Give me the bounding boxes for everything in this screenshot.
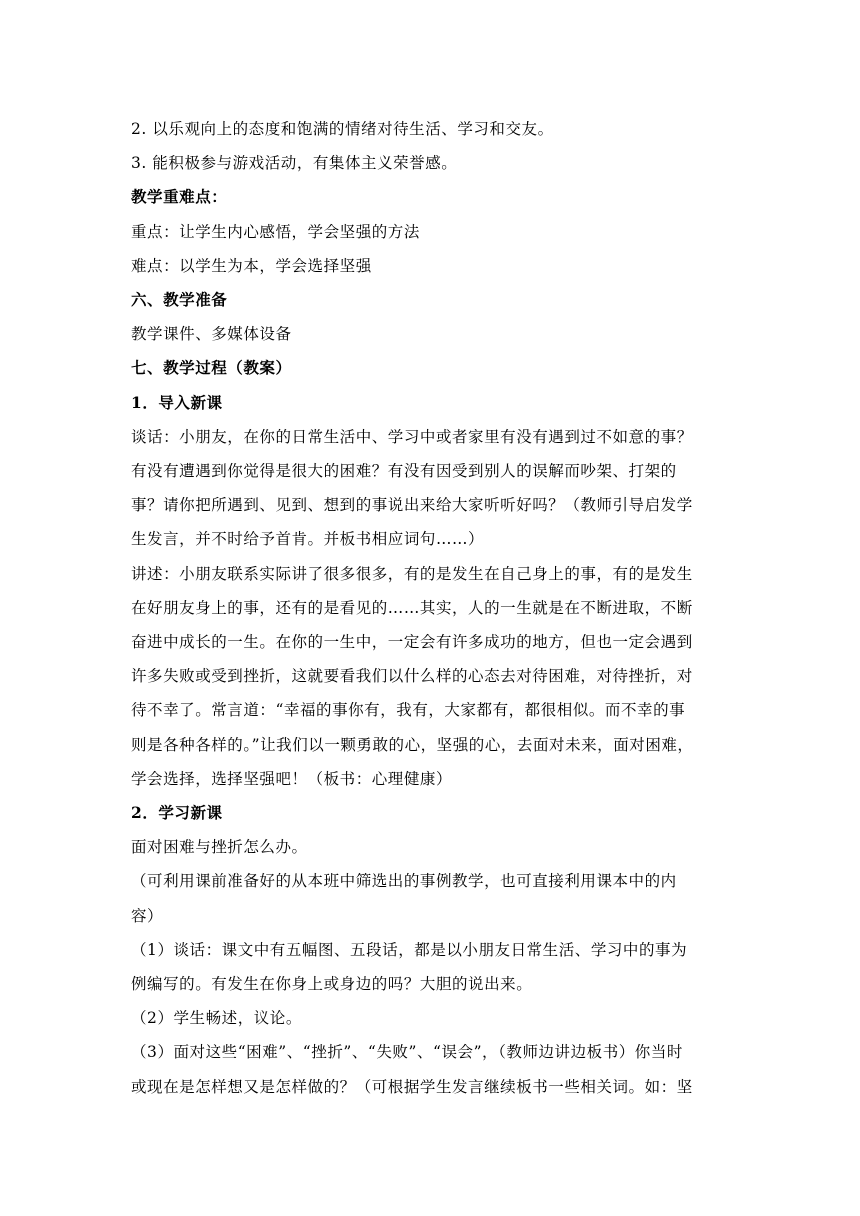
objective-3: 3. 能积极参与游戏活动，有集体主义荣誉感。 [131,154,458,173]
paragraph-line: （3）面对这些“困难”、“挫折”、“失败”、“误会”，（教师边讲边板书）你当时 [131,1043,683,1062]
paragraph-line: 有没有遭遇到你觉得是很大的困难？有没有因受到别人的误解而吵架、打架的 [131,462,677,481]
heading-key-points: 教学重难点： [131,187,228,207]
objective-2: 2. 以乐观向上的态度和饱满的情绪对待生活、学习和交友。 [131,120,554,138]
paragraph-line: 许多失败或受到挫折，这就要看我们以什么样的心态去对待困难，对待挫折，对 [131,667,693,686]
subheading-intro: 1．导入新课 [131,392,223,412]
paragraph-line: （2）学生畅述，议论。 [131,1009,302,1028]
subheading-new-lesson: 2．学习新课 [131,803,223,823]
paragraph-line: 则是各种各样的。”让我们以一颗勇敢的心，坚强的心，去面对未来，面对困难， [131,735,694,754]
paragraph-line: （可利用课前准备好的从本班中筛选出的事例教学，也可直接利用课本中的内 [131,872,677,891]
paragraph-line: （1）谈话：课文中有五幅图、五段话，都是以小朋友日常生活、学习中的事为 [131,940,688,959]
paragraph-line: 谈话：小朋友，在你的日常生活中、学习中或者家里有没有遇到过不如意的事？ [131,427,693,446]
preparation-text: 教学课件、多媒体设备 [131,325,292,344]
paragraph-line: 事？请你把所遇到、见到、想到的事说出来给大家听听好吗？（教师引导启发学 [131,496,693,515]
paragraph-line: 讲述：小朋友联系实际讲了很多很多，有的是发生在自己身上的事，有的是发生 [131,564,693,583]
paragraph-line: 或现在是怎样想又是怎样做的？（可根据学生发言继续板书一些相关词。如：坚 [131,1077,693,1096]
heading-preparation: 六、教学准备 [131,290,228,310]
paragraph-line: 生发言，并不时给予首肯。并板书相应词句……） [131,530,485,549]
key-point: 重点：让学生内心感悟，学会坚强的方法 [131,222,420,241]
paragraph-line: 奋进中成长的一生。在你的一生中，一定会有许多成功的地方，但也一定会遇到 [131,633,693,652]
difficult-point: 难点：以学生为本，学会选择坚强 [131,256,372,275]
paragraph-line: 在好朋友身上的事，还有的是看见的……其实，人的一生就是在不断进取，不断 [131,598,693,617]
paragraph-line: 学会选择，选择坚强吧！（板书：心理健康） [131,769,453,788]
paragraph-line: 面对困难与挫折怎么办。 [131,838,308,857]
paragraph-line: 例编写的。有发生在你身上或身边的吗？大胆的说出来。 [131,975,533,994]
paragraph-line: 容） [131,906,164,925]
paragraph-line: 待不幸了。常言道：“幸福的事你有，我有，大家都有，都很相似。而不幸的事 [131,701,686,720]
heading-process: 七、教学过程（教案） [131,358,292,378]
